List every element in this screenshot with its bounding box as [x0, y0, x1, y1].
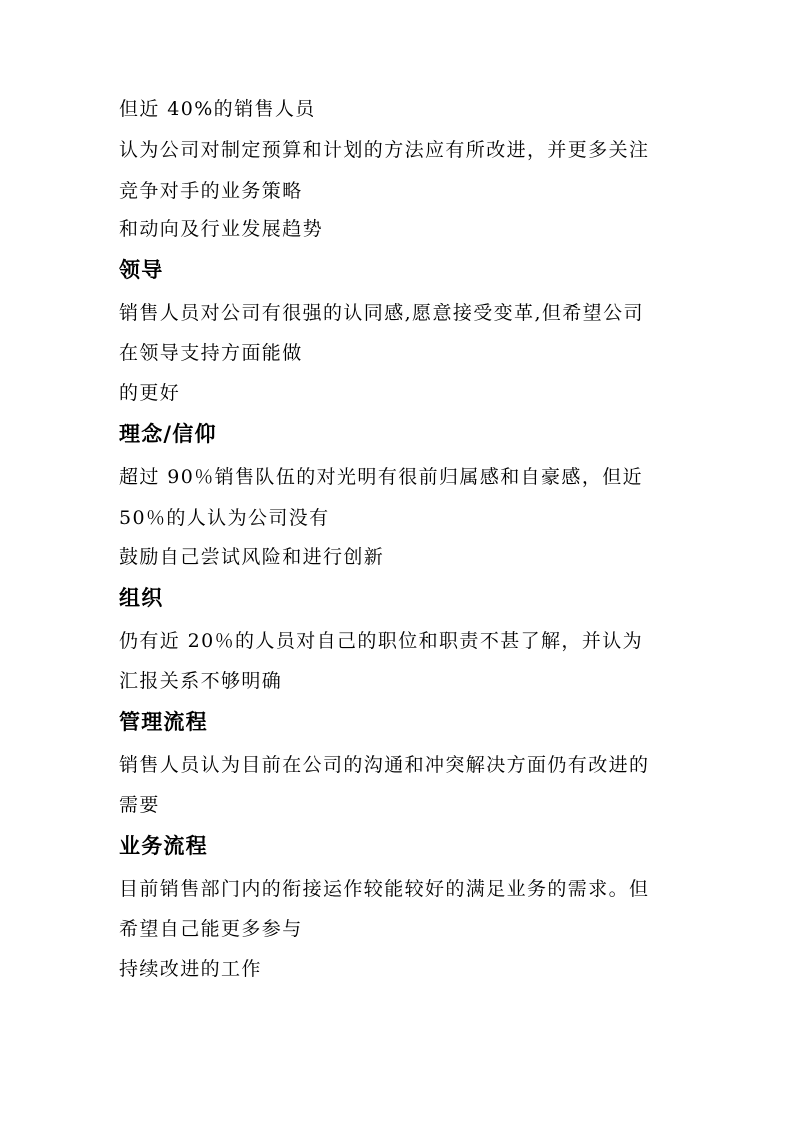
paragraph-line: 但近 40%的销售人员 — [119, 98, 316, 120]
section-heading-organization: 组织 — [119, 586, 164, 610]
paragraph-line: 目前销售部门内的衔接运作较能较好的满足业务的需求。但 — [119, 878, 650, 900]
section-heading-leadership: 领导 — [119, 258, 164, 282]
paragraph-line: 持续改进的工作 — [119, 958, 262, 980]
section-heading-business-process: 业务流程 — [119, 834, 208, 858]
paragraph-line: 超过 90％销售队伍的对光明有很前归属感和自豪感，但近 — [119, 466, 644, 488]
paragraph-line: 销售人员对公司有很强的认同感,愿意接受变革,但希望公司 — [119, 302, 644, 324]
paragraph-line: 和动向及行业发展趋势 — [119, 218, 324, 240]
paragraph-line: 需要 — [119, 794, 160, 816]
paragraph-line: 仍有近 20％的人员对自己的职位和职责不甚了解，并认为 — [119, 630, 644, 652]
section-heading-belief: 理念/信仰 — [119, 422, 217, 446]
paragraph-line: 汇报关系不够明确 — [119, 670, 283, 692]
paragraph-line: 50％的人认为公司没有 — [119, 507, 330, 529]
paragraph-line: 认为公司对制定预算和计划的方法应有所改进，并更多关注 — [119, 139, 650, 161]
paragraph-line: 销售人员认为目前在公司的沟通和冲突解决方面仍有改进的 — [119, 754, 650, 776]
paragraph-line: 的更好 — [119, 382, 181, 404]
paragraph-line: 希望自己能更多参与 — [119, 918, 303, 940]
paragraph-line: 竞争对手的业务策略 — [119, 180, 303, 202]
paragraph-line: 鼓励自己尝试风险和进行创新 — [119, 546, 385, 568]
section-heading-management-process: 管理流程 — [119, 710, 208, 734]
paragraph-line: 在领导支持方面能做 — [119, 342, 303, 364]
